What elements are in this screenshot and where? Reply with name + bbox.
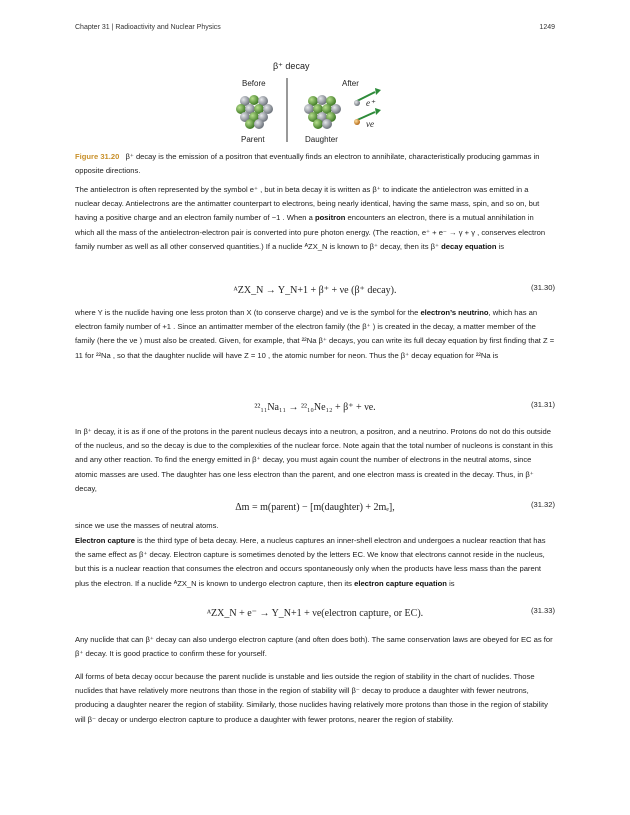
figure-title: β⁺ decay [273, 61, 310, 71]
equation-number: (31.32) [530, 500, 555, 509]
page-number: 1249 [539, 24, 555, 31]
positron-particle [354, 100, 360, 106]
paragraph-beta-plus-mechanism [75, 425, 555, 496]
daughter-label: Daughter [305, 135, 338, 144]
positron-label: e⁺ [366, 98, 375, 108]
equation-31-33 [75, 606, 555, 624]
beta-plus-decay-diagram [225, 60, 405, 145]
paragraph-electron-capture [75, 534, 555, 591]
daughter-nucleus [304, 95, 341, 129]
figure-caption [75, 150, 555, 178]
before-label: Before [242, 79, 266, 88]
equation-31-32 [75, 500, 555, 518]
term-positron: positron [315, 213, 346, 223]
beta-plus-decay-figure [225, 60, 405, 145]
paragraph-text: All forms of beta decay occur because the parent nuclide is unstable and lies outside the region of stability in the chart of nuclides. Those nuclides that have relatively more neutrons than those in the region of stability will β⁻ decay to produce a daughter with fewer neutrons, producing a daughter nearer the region of stability. Similarly, those nuclides having relatively more protons than those in the region of stability will β⁻ decay or undergo electron capture to produce a daughter with fewer protons, nearer the region of stability. [75, 672, 548, 724]
parent-nucleus [236, 95, 273, 129]
paragraph-antielectron [75, 183, 555, 254]
paragraph-text: where Y is the nuclide having one less proton than X (to conserve charge) and νe is the symbol for the [75, 308, 419, 317]
paragraph-text: The antielectron is often represented by the symbol e⁺ , but in beta decay it is written as β⁺ to indicate the antielectron was emitted in a nuclear decay. Antielectrons are the antimatter counterpart to electrons, being nearly identical, having the same mass, spin, and so on, but having a positive charge and an electron family number of −1 . When a [75, 185, 540, 223]
equation-body: ᴬZX_N + e⁻ → Y_N+1 + νe(electron capture, or EC). [206, 608, 424, 619]
paragraph-neutrino [75, 306, 555, 363]
paragraph-text: In β⁺ decay, it is as if one of the protons in the parent nucleus decays into a neutron, a positron, and a neutrino. Protons do not do this outside of the nucleus, and so the decay is due to the complexities of the nuclear force. Note again that the total number of nucleons is constant in this and any other reaction. To find the energy emitted in β⁺ decay, you must again count the number of electrons in the neutral atoms, since atomic masses are used. The daughter has one less electron than the parent, and one electron mass is created in the decay. Thus, in β⁺ decay, [75, 427, 553, 493]
figure-caption-text: β⁺ decay is the emission of a positron that eventually finds an electron to annihilate, characteristically producing gammas in opposite directions. [75, 152, 540, 176]
paragraph-conservation [75, 633, 555, 661]
neutrino-particle [354, 119, 360, 125]
paragraph-text: , which has an electron family number of +1 . Since an antimatter member of the electron family (the β⁺ ) is created in the decay, a matter member of the family (here the νe ) must also be created. Given, for example, that ²²Na β⁺ decays, you can write its full decay equation by first finding that Z = 11 for ²²Na , so that the daughter nuclide will have Z = 10 , the atomic number for neon. Thus the β⁺ decay equation for ²²Na is [75, 308, 555, 360]
running-header-chapter: Chapter 31 | Radioactivity and Nuclear Physics [75, 24, 221, 31]
term-electron-capture-equation: electron capture equation [354, 578, 447, 588]
figure-caption-label: Figure 31.20 [75, 152, 120, 161]
paragraph-stability [75, 670, 555, 727]
after-label: After [342, 79, 359, 88]
equation-body: ᴬZX_N → Y_N+1 + β⁺ + νe (β⁺ decay). [233, 285, 397, 296]
positron-arrowhead [375, 88, 381, 95]
term-electrons-neutrino: electron’s neutrino [420, 308, 489, 317]
paragraph-text: is [449, 578, 455, 588]
equation-31-30 [75, 283, 555, 301]
neutrino-label: νe [366, 119, 374, 129]
equation-31-31 [75, 400, 555, 418]
paragraph-text: is the third type of beta decay. Here, a nucleus captures an inner-shell electron and undergoes a nuclear reaction that has the same effect as β⁺ decay. Electron capture is sometimes denoted by the letters EC. We know that electrons cannot reside in the nucleus, but this is a nuclear reaction that consumes the electron and occurs spontaneously only when the products have less mass than the parent plus the electron. If a nuclide ᴬZX_N is known to undergo electron capture, then its [75, 536, 546, 588]
neutrino-arrowhead [375, 108, 381, 115]
equation-number: (31.31) [530, 400, 555, 409]
equation-number: (31.33) [530, 606, 555, 615]
paragraph-text: encounters an electron, there is a mutual annihilation in which all the mass of the antielectron-electron pair is converted into pure photon energy. (The reaction, e⁺ + e⁻ → γ + γ , conserves electron family number as well as all other conserved quantities.) If a nuclide ᴬZX_N is known to β⁺ decay, then its β⁺ [75, 213, 546, 251]
paragraph-neutral-atoms [75, 519, 555, 533]
term-electron-capture: Electron capture [75, 536, 135, 545]
parent-label: Parent [241, 135, 265, 144]
equation-body: Δm = m(parent) − [m(daughter) + 2mₑ], [235, 502, 395, 513]
paragraph-text: Any nuclide that can β⁺ decay can also undergo electron capture (and often does both). The same conservation laws are obeyed for EC as for β⁺ decay. It is good practice to confirm these for yourself. [75, 635, 553, 659]
term-decay-equation: decay equation [441, 241, 497, 251]
paragraph-text: since we use the masses of neutral atoms. [75, 521, 219, 530]
paragraph-text: is [498, 241, 505, 251]
equation-number: (31.30) [530, 283, 555, 292]
equation-body: ²²₁₁Na₁₁ → ²²₁₀Ne₁₂ + β⁺ + νe. [254, 402, 376, 413]
